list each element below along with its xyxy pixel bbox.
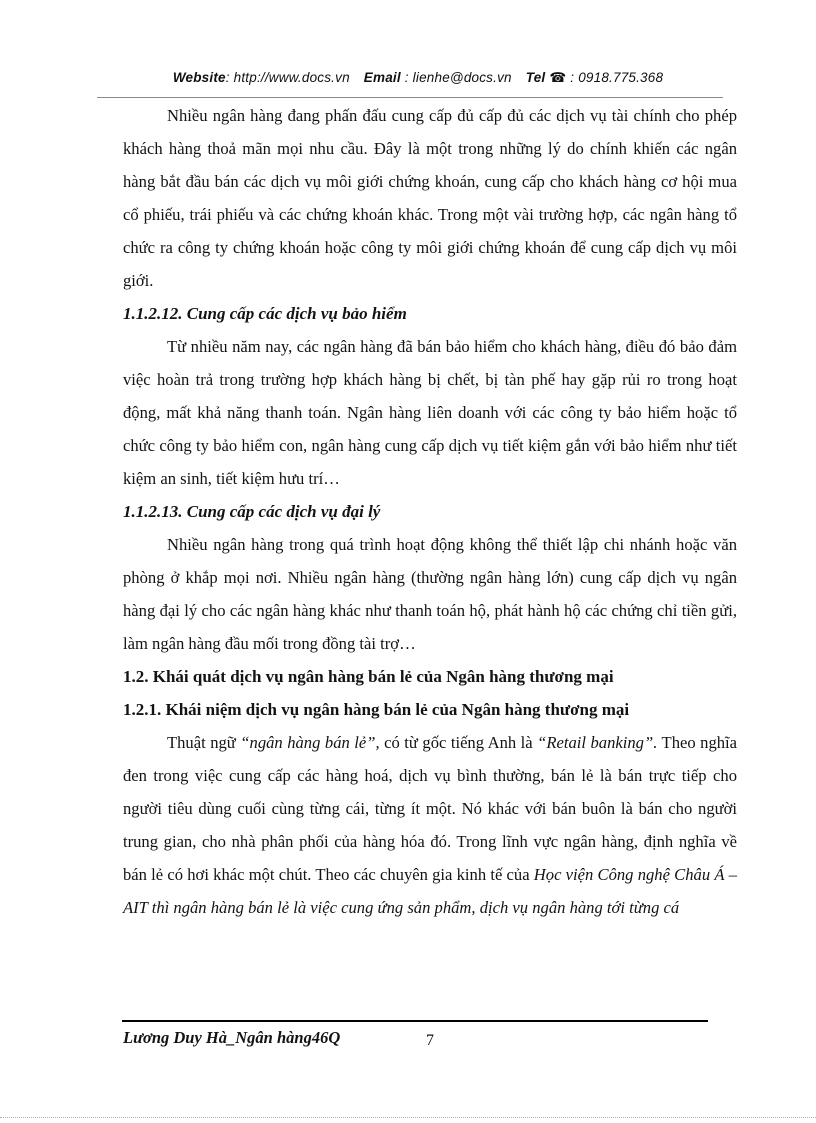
paragraph-retail-banking-definition [123, 726, 737, 924]
phone-icon: ☎ [549, 70, 567, 85]
para4-seg-4: Theo nghĩa đen trong việc cung cấp các hàng hoá, dịch vụ bình thường, bán lẻ là bán trực tiếp cho người tiêu dùng cuối cùng từng cái, từng ít một. Nó khác với bán buôn là bán cho người trung gian, cho nhà phân phối của hàng hóa đó. Trong lĩnh vực ngân hàng, định nghĩa về bán lẻ có hơi khác một chút. Theo các chuyên gia kinh tế của [123, 733, 738, 884]
paragraph-agency: Nhiều ngân hàng trong quá trình hoạt động không thể thiết lập chi nhánh hoặc văn phòng ở khắp mọi nơi. Nhiều ngân hàng (thường ngân hàng lớn) cung cấp dịch vụ ngân hàng đại lý cho các ngân hàng khác như thanh toán hộ, phát hành hộ các chứng chỉ tiền gửi, làm ngân hàng đầu mối trong đồng tài trợ… [123, 535, 737, 653]
footer-divider [122, 1020, 708, 1022]
paragraph-insurance: Từ nhiều năm nay, các ngân hàng đã bán bảo hiểm cho khách hàng, điều đó bảo đảm việc hoàn trả trong trường hợp khách hàng bị chết, bị tàn phế hay gặp rủi ro trong hoạt động, mất khả năng thanh toán. Ngân hàng liên doanh với các công ty bảo hiểm hoặc tổ chức công ty bảo hiểm con, ngân hàng cung cấp dịch vụ tiết kiệm gắn với bảo hiểm như tiết kiệm an sinh, tiết kiệm hưu trí… [123, 337, 737, 488]
para4-seg-3-italic: “Retail banking”. [537, 733, 658, 752]
header-tel-value: : 0918.775.368 [570, 70, 664, 85]
page-bottom-boundary [0, 1117, 816, 1118]
page-number: 7 [426, 1032, 434, 1049]
para4-seg-1-italic: “ngân hàng bán lẻ”, [240, 733, 380, 752]
document-body [123, 99, 737, 924]
heading-1-1-2-12-insurance-services: 1.1.2.12. Cung cấp các dịch vụ bảo hiểm [123, 304, 407, 323]
footer-author: Lương Duy Hà_Ngân hàng46Q [123, 1028, 341, 1047]
paragraph-financial-services: Nhiều ngân hàng đang phấn đấu cung cấp đủ cấp đủ các dịch vụ tài chính cho phép khách hàng thoả mãn mọi nhu cầu. Đây là một trong những lý do chính khiến các ngân hàng bắt đầu bán các dịch vụ môi giới chứng khoán, cung cấp cho khách hàng cơ hội mua cổ phiếu, trái phiếu và các chứng khoán khác. Trong một vài trường hợp, các ngân hàng tổ chức ra công ty chứng khoán hoặc công ty môi giới chứng khoán để cung cấp dịch vụ môi giới. [123, 106, 737, 290]
header-website-value: : http://www.docs.vn [225, 70, 350, 85]
page-footer [123, 1028, 737, 1058]
page-header [98, 70, 738, 86]
header-email-value: : lienhe@docs.vn [404, 70, 512, 85]
heading-1-1-2-13-agency-services: 1.1.2.13. Cung cấp các dịch vụ đại lý [123, 502, 381, 521]
para4-seg-2: có từ gốc tiếng Anh là [379, 733, 538, 752]
header-tel-label: Tel [525, 70, 546, 85]
header-website-label: Website [172, 70, 226, 85]
para4-seg-0: Thuật ngữ [167, 733, 241, 752]
header-email-label: Email [363, 70, 401, 85]
header-divider [97, 97, 723, 98]
para4-seg-5-italic: Học viện Công nghệ Châu Á – AIT thì ngân hàng bán lẻ là việc cung ứng sản phẩm, dịch vụ ngân hàng tới từng cá [123, 865, 738, 917]
heading-1-2-1-retail-banking-definition: 1.2.1. Khái niệm dịch vụ ngân hàng bán lẻ của Ngân hàng thương mại [123, 700, 630, 719]
heading-1-2-retail-banking-overview: 1.2. Khái quát dịch vụ ngân hàng bán lẻ của Ngân hàng thương mại [123, 667, 614, 686]
